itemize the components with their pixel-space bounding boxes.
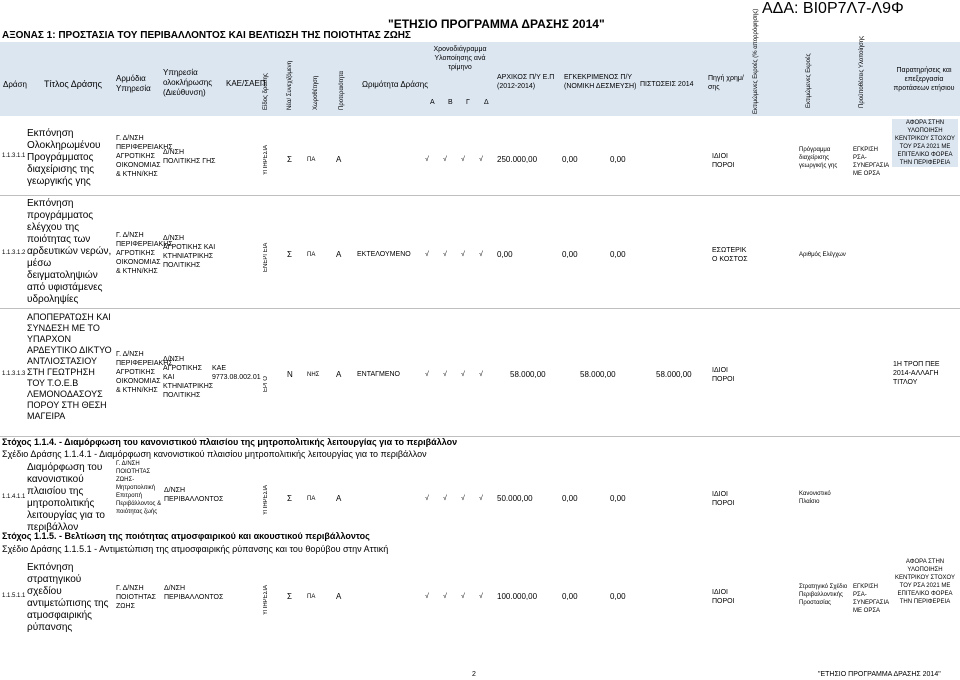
row-1-pist: 0,00 <box>610 155 626 164</box>
row-4-prot: Α <box>336 494 342 503</box>
row-1-parat: ΑΦΟΡΑ ΣΤΗΝ ΥΛΟΠΟΙΗΣΗ ΚΕΝΤΡΙΚΟΥ ΣΤΟΧΟΥ ΤΟΥ ΡΣΑ 2021 ΜΕ ΕΠΙΤΕΛΙΚΟ ΦΟΡΕΑ ΤΗΝ ΠΕΡΙΦΕΡΕΙΑ <box>892 119 958 167</box>
row-2-nea: Σ <box>287 250 292 259</box>
header-ektim1: Εκτιμώμενες Εκροές (% απορρόφησης) <box>753 8 759 114</box>
row-1-arxikos: 250.000,00 <box>497 155 538 164</box>
row-4-ektim2: Κανονιστικό Πλαίσιο <box>799 491 831 505</box>
row-3-xoro: ΝΗΣ <box>307 372 320 378</box>
row-3-armodia: Γ. Δ/ΝΣΗ ΠΕΡΙΦΕΡΕΙΑΚΗΣ ΑΓΡΟΤΙΚΗΣ ΟΙΚΟΝΟΜΙΑΣ & ΚΤΗΝ/ΚΗΣ <box>116 351 173 394</box>
row-3-arxikos: 58.000,00 <box>510 370 546 379</box>
row-4-nea: Σ <box>287 494 292 503</box>
footer-program: "ΕΤΗΣΙΟ ΠΡΟΓΡΑΜΜΑ ΔΡΑΣΗΣ 2014" <box>818 671 941 678</box>
row-3-q-c: √ <box>461 371 465 378</box>
section-sxedio-1151: Σχέδιο Δράσης 1.1.5.1 - Αντιμετώπιση της ατμοσφαιρικής ρύπανσης και του θορύβου στην Αττική <box>2 544 389 554</box>
row-1-q-a: √ <box>425 156 429 163</box>
row-5-armodia: Γ. Δ/ΝΣΗ ΠΟΙΟΤΗΤΑΣ ΖΩΗΣ <box>116 585 156 610</box>
row-5-parat: ΑΦΟΡΑ ΣΤΗΝ ΥΛΟΠΟΙΗΣΗ ΚΕΝΤΡΙΚΟΥ ΣΤΟΧΟΥ ΤΟΥ ΡΣΑ 2021 ΜΕ ΕΠΙΤΕΛΙΚΟ ΦΟΡΕΑ ΤΗΝ ΠΕΡΙΦΕΡΕΙΑ <box>895 559 955 605</box>
row-3-q-a: √ <box>425 371 429 378</box>
row-2-egk: 0,00 <box>562 250 578 259</box>
section-stoxos-114: Στόχος 1.1.4. - Διαμόρφωση του κανονιστικού πλαισίου της μητροπολιτικής λειτουργίας για το περιβάλλον <box>2 437 458 447</box>
row-5-arxikos: 100.000,00 <box>497 592 538 601</box>
row-3-egk: 58.000,00 <box>580 370 616 379</box>
row-2-prot: Α <box>336 250 342 259</box>
header-nea: Νέα/ Συνεχιζόμενη <box>287 60 293 110</box>
row-3-pigi: ΙΔΙΟΙ ΠΟΡΟΙ <box>712 367 735 383</box>
row-5-eidos: ΥΠΗΡΕΣΙΑ <box>263 584 269 615</box>
row-2-ypiresia: Δ/ΝΣΗ ΑΓΡΟΤΙΚΗΣ ΚΑΙ ΚΤΗΝΙΑΤΡΙΚΗΣ ΠΟΛΙΤΙΚΗΣ <box>163 235 216 269</box>
row-5-ypiresia: Δ/ΝΣΗ ΠΕΡΙΒΑΛΛΟΝΤΟΣ <box>164 585 224 601</box>
row-5-pigi: ΙΔΙΟΙ ΠΟΡΟΙ <box>712 589 735 605</box>
header-kae: ΚΑΕ/ΣΑΕΠ <box>226 79 266 88</box>
row-4-arxikos: 50.000,00 <box>497 494 533 503</box>
header-xorothetisi: Χωροθέτηση <box>313 75 319 110</box>
header-titlos: Τίτλος Δράσης <box>44 79 102 89</box>
row-5-q-a: √ <box>425 593 429 600</box>
header-q-c: Γ <box>466 99 470 106</box>
row-1-eidos: ΥΠΗΡΕΣΙΑ <box>263 144 269 175</box>
page-number: 2 <box>472 671 476 678</box>
row-2-q-a: √ <box>425 251 429 258</box>
row-1-proyp: ΕΓΚΡΙΣΗ ΡΣΑ-ΣΥΝΕΡΓΑΣΙΑ ΜΕ ΟΡΣΑ <box>853 147 889 177</box>
row-divider <box>0 308 960 309</box>
row-4-ypiresia: Δ/ΝΣΗ ΠΕΡΙΒΑΛΛΟΝΤΟΣ <box>164 487 224 503</box>
row-1-nea: Σ <box>287 155 292 164</box>
row-5-title: Εκπόνηση στρατηγικού σχεδίου αντιμετώπισης της ατμοσφαιρικής ρύπανσης <box>27 562 109 633</box>
row-3-prot: Α <box>336 370 342 379</box>
row-2-orim: ΕΚΤΕΛΟΥΜΕΝΟ <box>357 251 411 258</box>
header-eidos: Είδος δράσης <box>263 73 269 110</box>
row-2-pist: 0,00 <box>610 250 626 259</box>
row-2-title: Εκπόνηση προγράμματος ελέγχου της ποιότητας των αρδευτικών νερών, μέσω δειγματοληψιών από υφιστάμενες υδροληψίες <box>27 198 112 305</box>
row-5-proyp: ΕΓΚΡΙΣΗ ΡΣΑ-ΣΥΝΕΡΓΑΣΙΑ ΜΕ ΟΡΣΑ <box>853 584 889 614</box>
row-5-nea: Σ <box>287 592 292 601</box>
row-5-q-c: √ <box>461 593 465 600</box>
row-divider <box>0 195 960 196</box>
row-2-pigi: ΕΣΩΤΕΡΙΚ Ο ΚΟΣΤΟΣ <box>712 247 748 263</box>
row-1-prot: Α <box>336 155 342 164</box>
row-3-q-b: √ <box>443 371 447 378</box>
header-orimotita: Ωριμότητα Δράσης <box>362 80 429 89</box>
row-1-ektim2: Πρόγραμμα διαχείρισης γεωργικής γης <box>799 147 838 169</box>
header-armodia: Αρμόδια Υπηρεσία <box>116 74 151 93</box>
row-3-eidos: ΕΡΓΟ <box>263 376 269 392</box>
header-proypotheseis: Προϋποθέσεις Υλοποίησης <box>859 35 865 108</box>
row-3-orim: ΕΝΤΑΓΜΕΝΟ <box>357 371 401 378</box>
row-3-code: 1.1.3.1.3 <box>2 371 26 377</box>
row-5-egk: 0,00 <box>562 592 578 601</box>
row-2-q-c: √ <box>461 251 465 258</box>
row-3-q-d: √ <box>479 371 483 378</box>
row-2-armodia: Γ. Δ/ΝΣΗ ΠΕΡΙΦΕΡΕΙΑΚΗΣ ΑΓΡΟΤΙΚΗΣ ΟΙΚΟΝΟΜΙΑΣ & ΚΤΗΝ/ΚΗΣ <box>116 232 173 275</box>
row-5-q-d: √ <box>479 593 483 600</box>
row-3-ypiresia: Δ/ΝΣΗ ΑΓΡΟΤΙΚΗΣ ΚΑΙ ΚΤΗΝΙΑΤΡΙΚΗΣ ΠΟΛΙΤΙΚΗΣ <box>163 356 214 399</box>
row-2-q-d: √ <box>479 251 483 258</box>
row-2-code: 1.1.3.1.2 <box>2 250 26 256</box>
row-4-code: 1.1.4.1.1 <box>2 494 26 500</box>
row-4-pist: 0,00 <box>610 494 626 503</box>
row-4-title: Διαμόρφωση του κανονιστικού πλαισίου της μητροπολιτικής λειτουργίας για το περιβάλλον <box>27 462 105 533</box>
row-5-pist: 0,00 <box>610 592 626 601</box>
header-ektim2: Εκτιμώμενες Εκροές <box>806 53 812 108</box>
header-ypiresia: Υπηρεσία ολοκλήρωσης (Διεύθυνση) <box>163 68 213 97</box>
row-5-code: 1.1.5.1.1 <box>2 593 26 599</box>
program-title: "ΕΤΗΣΙΟ ΠΡΟΓΡΑΜΜΑ ΔΡΑΣΗΣ 2014" <box>388 17 605 31</box>
row-2-ektim2: Αριθμός Ελέγχων <box>799 252 846 258</box>
row-1-armodia: Γ. Δ/ΝΣΗ ΠΕΡΙΦΕΡΕΙΑΚΗΣ ΑΓΡΟΤΙΚΗΣ ΟΙΚΟΝΟΜΙΑΣ & ΚΤΗΝ/ΚΗΣ <box>116 135 173 178</box>
header-arxikos: ΑΡΧΙΚΟΣ Π/Υ Ε.Π (2012-2014) <box>497 74 555 90</box>
row-4-q-d: √ <box>479 495 483 502</box>
row-1-title: Εκπόνηση Ολοκληρωμένου Προγράμματος διαχείρισης της γεωργικής γης <box>27 128 101 187</box>
row-5-ektim2: Στρατηγικό Σχέδιο Περιβαλλοντικής Προστασίας <box>799 584 848 606</box>
header-xrono: Χρονοδιάγραμμα Υλοποίησης ανά τρίμηνο <box>433 46 487 71</box>
row-2-q-b: √ <box>443 251 447 258</box>
row-4-pigi: ΙΔΙΟΙ ΠΟΡΟΙ <box>712 491 735 507</box>
row-1-ypiresia: Δ/ΝΣΗ ΠΟΛΙΤΙΚΗΣ ΓΗΣ <box>163 149 216 165</box>
header-q-d: Δ <box>484 99 489 106</box>
row-5-prot: Α <box>336 592 342 601</box>
section-stoxos-115: Στόχος 1.1.5. - Βελτίωση της ποιότητας ατμοσφαιρικού και ακουστικού περιβάλλοντος <box>2 531 370 541</box>
row-5-q-b: √ <box>443 593 447 600</box>
row-3-kae: ΚΑΕ 9773.08.002.01 <box>212 365 261 381</box>
row-3-nea: Ν <box>287 370 293 379</box>
row-1-pigi: ΙΔΙΟΙ ΠΟΡΟΙ <box>712 153 735 169</box>
row-1-xoro: ΠΑ <box>307 157 316 163</box>
row-3-title: ΑΠΟΠΕΡΑΤΩΣΗ ΚΑΙ ΣΥΝΔΕΣΗ ΜΕ ΤΟ ΥΠΑΡΧΟΝ ΑΡΔΕΥΤΙΚΟ ΔΙΚΤΥΟ ΑΝΤΛΙΟΣΤΑΣΙΟΥ ΣΤΗ ΓΕΩΤΡΗΣΗ ΤΟΥ Τ.Ο.Ε.Β ΛΕΜΟΝΟΔΑΣΟΥΣ ΠΟΡΟΥ ΣΤΗ ΘΕΣΗ ΜΑΓΕΙΡΑ <box>27 312 112 421</box>
header-egkekrimenos: ΕΓΚΕΚΡΙΜΕΝΟΣ Π/Υ (ΝΟΜΙΚΗ ΔΕΣΜΕΥΣΗ) <box>564 74 637 90</box>
ada-code: ΑΔΑ: ΒΙ0Ρ7Λ7-Λ9Φ <box>762 0 904 17</box>
row-4-egk: 0,00 <box>562 494 578 503</box>
header-paratiriseis: Παρατηρήσεις και επεξεργασία προτάσεων ετήσιου <box>893 67 955 92</box>
row-4-armodia: Γ. Δ/ΝΣΗ ΠΟΙΟΤΗΤΑΣ ΖΩΗΣ-Μητροπολιτική Επιτροπή Περιβάλλοντος & ποιότητας ζωής <box>116 461 162 515</box>
section-sxedio-1141: Σχέδιο Δράσης 1.1.4.1 - Διαμόρφωση κανονιστικού πλαισίου μητροπολιτικής λειτουργίας για το περιβάλλον <box>2 449 427 459</box>
row-4-xoro: ΠΑ <box>307 496 316 502</box>
row-3-pist: 58.000,00 <box>656 370 692 379</box>
row-1-q-d: √ <box>479 156 483 163</box>
row-2-xoro: ΠΑ <box>307 252 316 258</box>
row-1-code: 1.1.3.1.1 <box>2 153 26 159</box>
row-1-egk: 0,00 <box>562 155 578 164</box>
row-4-eidos: ΥΠΗΡΕΣΙΑ <box>263 484 269 515</box>
row-1-q-c: √ <box>461 156 465 163</box>
header-drasi: Δράση <box>3 80 27 89</box>
row-2-arxikos: 0,00 <box>497 250 513 259</box>
row-3-parat: 1Η ΤΡΟΠ ΠΕΕ 2014-ΑΛΛΑΓΗ ΤΙΤΛΟΥ <box>893 361 940 386</box>
row-5-xoro: ΠΑ <box>307 594 316 600</box>
row-4-q-b: √ <box>443 495 447 502</box>
header-pigi: Πηγή χρημ/σης <box>708 75 744 91</box>
row-1-q-b: √ <box>443 156 447 163</box>
header-proteraiotita: Προτεραιότητα <box>339 71 345 110</box>
header-pistoseis: ΠΙΣΤΩΣΕΙΣ 2014 <box>640 81 694 88</box>
header-q-a: Α <box>430 99 435 106</box>
row-2-eidos: ΕΝΕΡΓΕΙΑ <box>263 242 269 272</box>
row-4-q-a: √ <box>425 495 429 502</box>
row-4-q-c: √ <box>461 495 465 502</box>
axis-title: ΑΞΟΝΑΣ 1: ΠΡΟΣΤΑΣΙΑ ΤΟΥ ΠΕΡΙΒΑΛΛΟΝΤΟΣ ΚΑΙ ΒΕΛΤΙΩΣΗ ΤΗΣ ΠΟΙΟΤΗΤΑΣ ΖΩΗΣ <box>2 30 411 41</box>
header-q-b: Β <box>448 99 453 106</box>
